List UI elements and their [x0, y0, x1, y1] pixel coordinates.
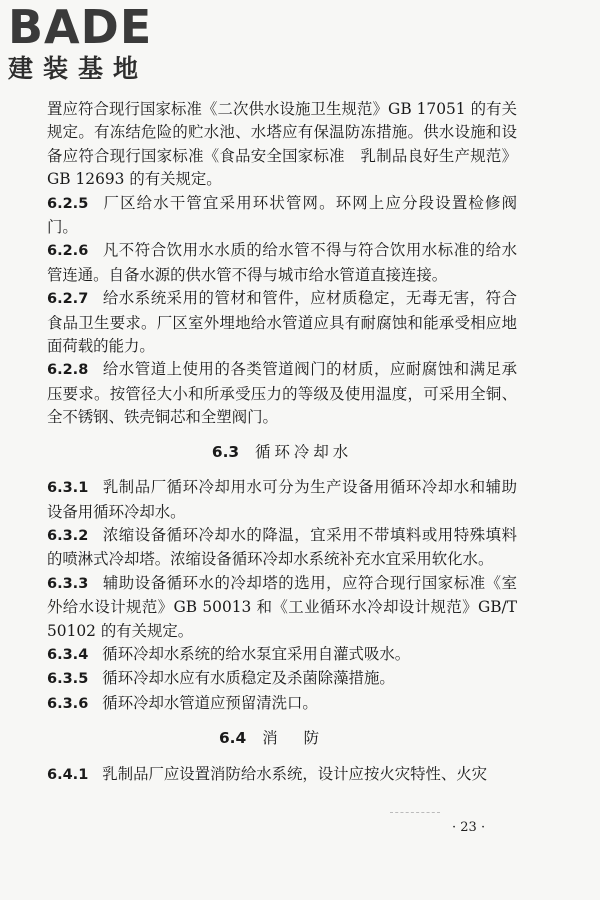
clause-6-2-6 — [47, 239, 517, 287]
clause-6-4-1 — [47, 763, 517, 787]
clause-text: 厂区给水干管宜采用环状管网。环网上应分段设置检修阀门。 — [47, 193, 517, 237]
clause-number: 6.3.4 — [47, 646, 89, 663]
clause-text: 凡不符合饮用水水质的给水管不得与符合饮用水标准的给水管连通。自备水源的供水管不得与城市给水管道直接连接。 — [47, 241, 517, 284]
clause-number: 6.2.6 — [47, 243, 89, 260]
logo-cjk: 建装基地 — [8, 54, 149, 83]
document-body — [47, 98, 517, 787]
intro-paragraph: 置应符合现行国家标准《二次供水设施卫生规范》GB 17051 的有关规定。有冻结危险的贮水池、水塔应有保温防冻措施。供水设施和设备应符合现行国家标准《食品安全国家标准 乳制品良好生产规范》GB 12693 的有关规定。 — [47, 100, 517, 189]
clause-6-2-7 — [47, 287, 517, 358]
clause-6-3-1 — [47, 476, 517, 524]
clause-6-3-5 — [47, 667, 517, 691]
page-number: · 23 · — [452, 820, 486, 835]
clause-text: 循环冷却水系统的给水泵宜采用自灌式吸水。 — [102, 644, 411, 663]
clause-number: 6.3.5 — [47, 671, 89, 688]
clause-number: 6.3.3 — [47, 575, 89, 592]
clause-number: 6.2.5 — [47, 195, 89, 212]
section-heading-6-3 — [47, 441, 517, 464]
section-number: 6.4 — [218, 729, 247, 748]
page-footer — [452, 820, 485, 835]
clause-text: 辅助设备循环水的冷却塔的选用，应符合现行国家标准《室外给水设计规范》GB 50013 和《工业循环水冷却设计规范》GB/T 50102 的有关规定。 — [47, 573, 517, 640]
section-title: 循环冷却水 — [255, 442, 353, 461]
logo-latin: BADE — [8, 0, 153, 54]
footer-rule — [390, 812, 440, 813]
clause-text: 乳制品厂循环冷却用水可分为生产设备用循环冷却水和辅助设备用循环冷却水。 — [47, 478, 517, 521]
clause-text: 乳制品厂应设置消防给水系统，设计应按火灾特性、火灾 — [102, 764, 488, 783]
clause-6-3-6 — [47, 692, 517, 716]
logo — [8, 0, 178, 86]
clause-number: 6.3.2 — [47, 527, 89, 544]
clause-6-2-5 — [47, 192, 517, 240]
clause-6-3-2 — [47, 524, 517, 572]
clause-number: 6.2.8 — [47, 362, 89, 379]
clause-text: 循环冷却水应有水质稳定及杀菌除藻措施。 — [102, 669, 395, 688]
clause-6-3-4 — [47, 643, 517, 667]
clause-6-3-3 — [47, 572, 517, 643]
clause-number: 6.3.6 — [47, 695, 89, 712]
clause-6-2-8 — [47, 358, 517, 429]
section-title: 消防 — [262, 729, 346, 748]
clause-text: 给水系统采用的管材和管件，应材质稳定，无毒无害，符合食品卫生要求。厂区室外埋地给水管道应具有耐腐蚀和能承受相应地面荷载的能力。 — [47, 289, 517, 356]
section-heading-6-4 — [47, 727, 517, 750]
section-number: 6.3 — [211, 442, 240, 461]
clause-text: 给水管道上使用的各类管道阀门的材质，应耐腐蚀和满足承压要求。按管径大小和所承受压力的等级及使用温度，可采用全铜、全不锈钢、铁壳铜芯和全塑阀门。 — [47, 360, 517, 427]
clause-text: 循环冷却水管道应预留清洗口。 — [102, 693, 318, 712]
clause-text: 浓缩设备循环冷却水的降温，宜采用不带填料或用特殊填料的喷淋式冷却塔。浓缩设备循环冷却水系统补充水宜采用软化水。 — [47, 525, 517, 569]
clause-number: 6.2.7 — [47, 291, 89, 308]
clause-number: 6.4.1 — [47, 766, 89, 783]
clause-number: 6.3.1 — [47, 480, 89, 497]
